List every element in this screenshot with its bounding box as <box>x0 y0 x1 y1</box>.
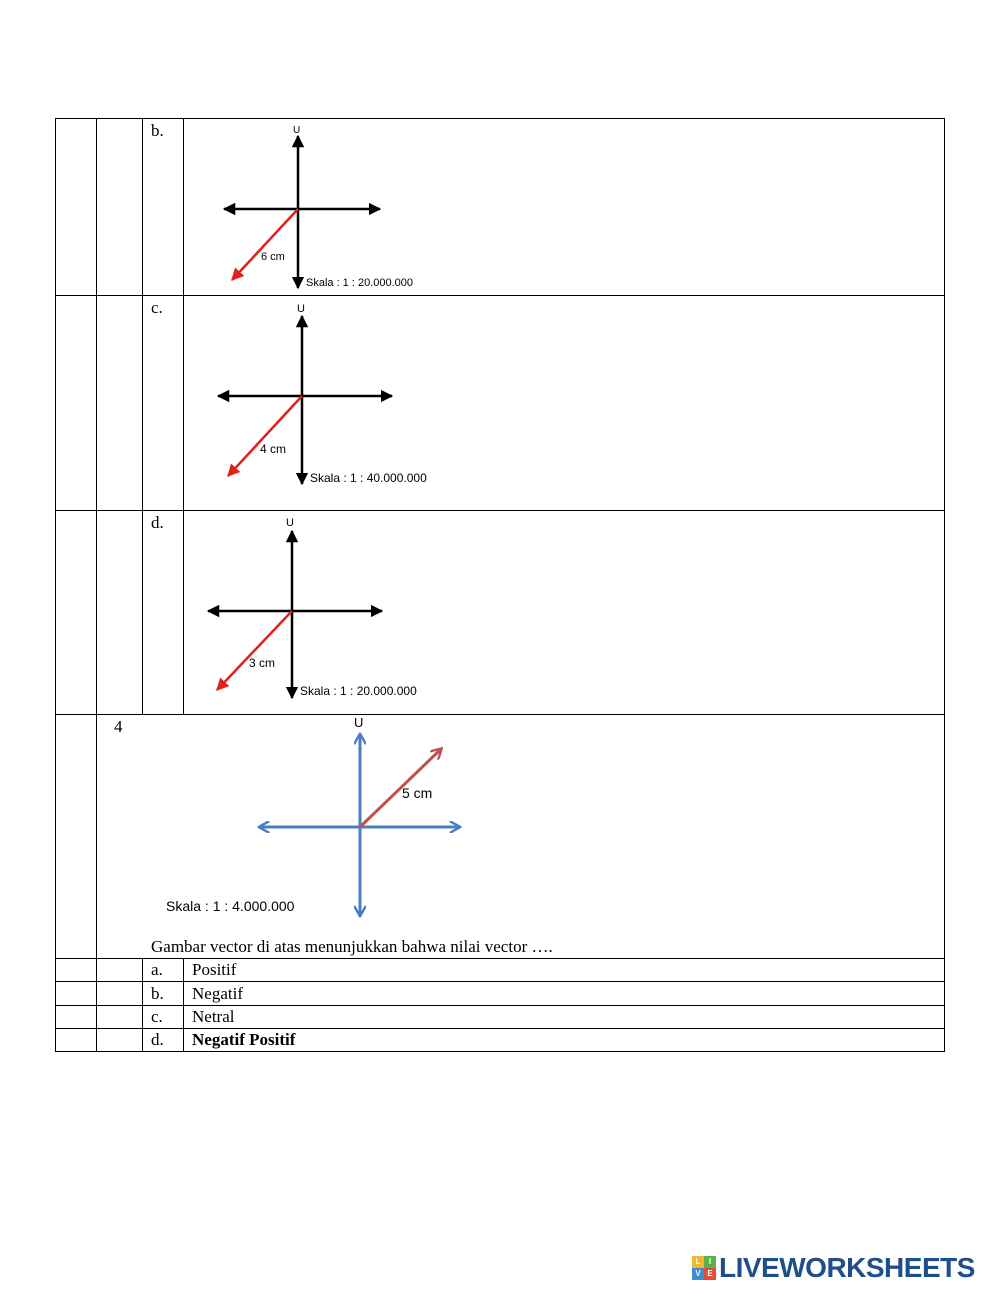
question-text: Gambar vector di atas menunjukkan bahwa nilai vector …. <box>151 937 553 956</box>
liveworksheets-brand <box>692 1252 975 1284</box>
north-label: U <box>354 715 364 730</box>
answer-option-label: b. <box>151 984 164 1003</box>
option-label: c. <box>151 298 163 317</box>
scale-label: Skala : 1 : 4.000.000 <box>166 898 295 914</box>
scale-label: Skala : 1 : 20.000.000 <box>300 684 417 698</box>
answer-option-label: d. <box>151 1030 164 1049</box>
scale-label: Skala : 1 : 40.000.000 <box>310 471 427 485</box>
red-vector <box>217 611 292 690</box>
scale-label: Skala : 1 : 20.000.000 <box>306 277 414 289</box>
vector-length-label: 5 cm <box>402 785 433 801</box>
answer-option-label: a. <box>151 960 163 979</box>
question-number: 4 <box>114 717 123 736</box>
vector-length-label: 6 cm <box>261 251 285 263</box>
north-label: U <box>293 125 301 136</box>
answer-option-text[interactable]: Negatif <box>192 984 243 1003</box>
vector-length-label: 4 cm <box>260 442 287 456</box>
option-label: b. <box>151 121 164 140</box>
red-vector <box>228 396 302 476</box>
brand-name: LIVEWORKSHEETS <box>719 1252 975 1283</box>
north-label: U <box>297 303 305 315</box>
logo-letter: E <box>704 1268 716 1280</box>
liveworksheets-logo-icon <box>692 1256 716 1280</box>
logo-letter: L <box>692 1256 704 1268</box>
logo-letter: I <box>704 1256 716 1268</box>
answer-option-label: c. <box>151 1007 163 1026</box>
answer-option-text[interactable]: Netral <box>192 1007 235 1026</box>
north-label: U <box>286 517 294 529</box>
red-vector <box>232 209 298 280</box>
answer-option-text[interactable]: Positif <box>192 960 237 979</box>
logo-letter: V <box>692 1268 704 1280</box>
answer-option-text[interactable]: Negatif Positif <box>192 1030 296 1049</box>
option-label: d. <box>151 513 164 532</box>
vector-length-label: 3 cm <box>249 656 276 670</box>
